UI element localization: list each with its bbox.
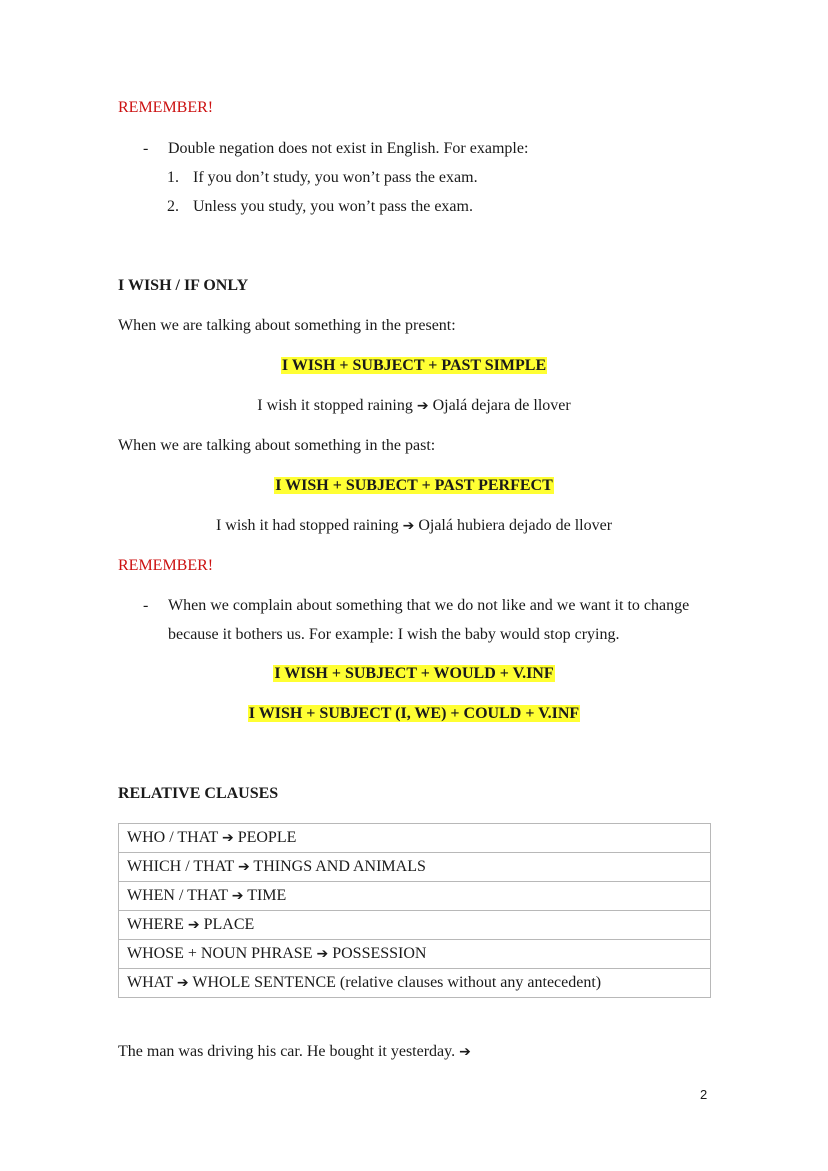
table-row (119, 824, 711, 853)
usage: THINGS AND ANIMALS (253, 858, 426, 875)
arrow-right-icon: ➔ (416, 398, 429, 414)
exercise-line (118, 1042, 471, 1062)
list-number: 1. (167, 169, 179, 186)
table-cell (119, 940, 711, 969)
bullet-text: Double negation does not exist in English. For example: (168, 140, 529, 157)
arrow-right-icon: ➔ (187, 917, 200, 933)
usage: WHOLE SENTENCE (relative clauses without any antecedent) (192, 974, 602, 991)
arrow-right-icon: ➔ (316, 946, 329, 962)
list-number: 2. (167, 198, 179, 215)
pronoun: WHOSE + NOUN PHRASE (127, 945, 313, 962)
bullet-dash: - (143, 140, 149, 157)
table-cell (119, 882, 711, 911)
formula-highlight: I WISH + SUBJECT + WOULD + V.INF (274, 665, 554, 682)
table-cell (119, 911, 711, 940)
table-row (119, 882, 711, 911)
example-english: I wish it had stopped raining (215, 517, 399, 534)
usage: POSSESSION (332, 945, 427, 962)
arrow-right-icon: ➔ (176, 975, 189, 991)
table-row (119, 853, 711, 882)
page-number: 2 (700, 1087, 708, 1102)
list-item: Unless you study, you won’t pass the exam. (193, 198, 473, 215)
formula-line (0, 356, 828, 376)
pronoun: WHO / THAT (127, 829, 218, 846)
arrow-right-icon: ➔ (231, 888, 244, 904)
bullet-dash: - (143, 597, 149, 614)
table-row (119, 940, 711, 969)
formula-line (0, 476, 828, 496)
example-line (0, 396, 828, 416)
arrow-right-icon: ➔ (459, 1044, 471, 1060)
example-spanish: Ojalá dejara de llover (432, 397, 571, 414)
bullet-text: because it bothers us. For example: I wish the baby would stop crying. (168, 626, 620, 643)
table-cell (119, 824, 711, 853)
pronoun: WHERE (127, 916, 184, 933)
pronoun: WHEN / THAT (127, 887, 228, 904)
arrow-right-icon: ➔ (237, 859, 250, 875)
usage: TIME (247, 887, 287, 904)
remember-title: REMEMBER! (118, 99, 214, 116)
formula-highlight: I WISH + SUBJECT + PAST PERFECT (275, 477, 553, 494)
usage: PEOPLE (237, 829, 297, 846)
exercise-text: The man was driving his car. He bought it yesterday. (118, 1043, 456, 1060)
pronoun: WHICH / THAT (127, 858, 234, 875)
section-heading-wish: I WISH / IF ONLY (118, 277, 249, 294)
bullet-text: When we complain about something that we do not like and we want it to change (168, 597, 690, 614)
remember-title: REMEMBER! (118, 557, 214, 574)
table-row (119, 969, 711, 998)
paragraph: When we are talking about something in the past: (118, 437, 436, 454)
example-english: I wish it stopped raining (257, 397, 413, 414)
section-heading-relative: RELATIVE CLAUSES (118, 785, 279, 802)
formula-line (0, 704, 828, 724)
formula-highlight: I WISH + SUBJECT + PAST SIMPLE (281, 357, 547, 374)
formula-line (0, 664, 828, 684)
table-row (119, 911, 711, 940)
table-cell (119, 969, 711, 998)
formula-highlight: I WISH + SUBJECT (I, WE) + COULD + V.INF (248, 705, 580, 722)
list-item: If you don’t study, you won’t pass the exam. (193, 169, 478, 186)
relative-clauses-table (118, 823, 711, 998)
arrow-right-icon: ➔ (221, 830, 234, 846)
example-line (0, 516, 828, 536)
arrow-right-icon: ➔ (402, 518, 415, 534)
usage: PLACE (203, 916, 255, 933)
paragraph: When we are talking about something in the present: (118, 317, 456, 334)
table-cell (119, 853, 711, 882)
pronoun: WHAT (127, 974, 173, 991)
example-spanish: Ojalá hubiera dejado de llover (418, 517, 613, 534)
